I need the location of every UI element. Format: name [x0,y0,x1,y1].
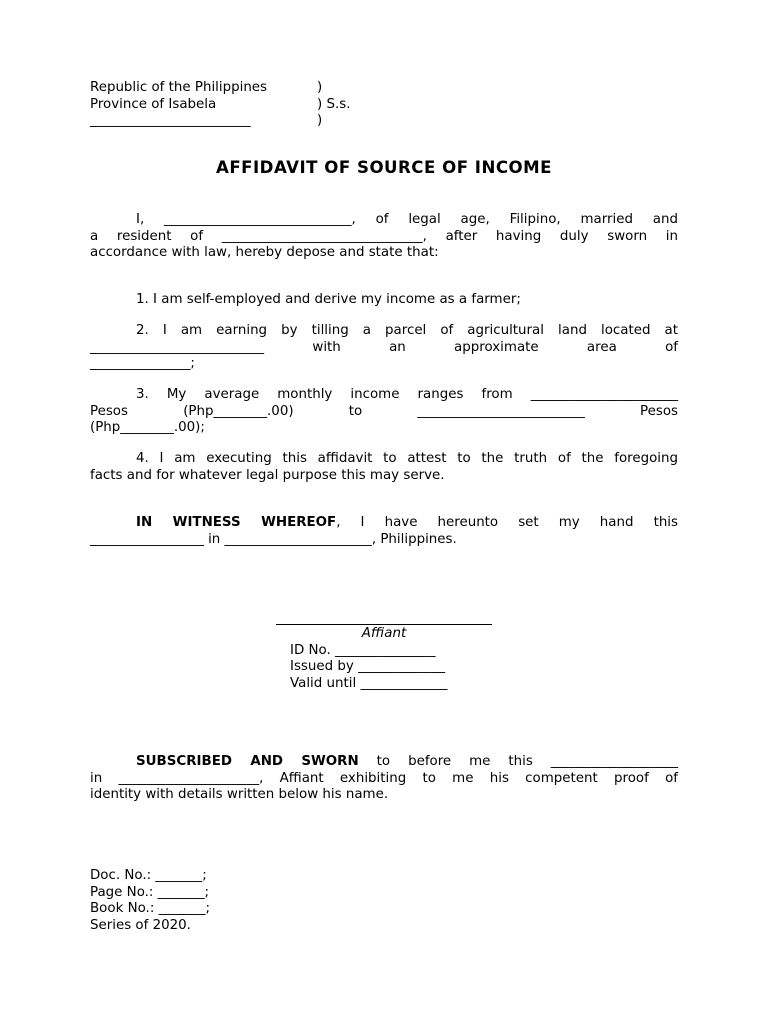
jurat-line-2: in _____________________, Affiant exhibiting to me his competent proof of [90,770,678,786]
intro-line-1: I, ____________________________, of legal age, Filipino, married and [136,212,678,227]
witness-line-1: , I have hereunto set my hand this [336,515,678,530]
notarial-register [90,868,210,934]
jurat-line-1: to before me this ___________________ [358,754,678,769]
item-1-text: 1. I am self-employed and derive my income as a farmer; [136,292,521,307]
item-2-line-3: _______________; [90,356,195,371]
page-no: Page No.: _______; [90,884,210,900]
venue-paren-1: ) [317,80,323,95]
affiant-label: Affiant [361,626,407,641]
book-no: Book No.: _______; [90,901,210,916]
doc-no: Doc. No.: _______; [90,868,207,883]
venue-blank: ________________________ [90,113,251,128]
item-2-line-2: __________________________ with an approximate area of [90,339,678,355]
item-3-line-1: 3. My average monthly income ranges from ______________________ [136,387,678,402]
item-4 [90,451,678,484]
affiant-issued-by: Issued by _____________ [290,659,446,674]
item-3 [90,387,678,437]
affiant-signature-block [276,624,492,692]
affiant-valid-until: Valid until _____________ [290,675,448,691]
jurat-heading: SUBSCRIBED AND SWORN [136,754,359,769]
item-3-line-2: Pesos (Php________.00) to _________________________ Pesos [90,403,678,419]
affiant-id-no: ID No. _______________ [290,642,436,658]
item-1 [90,292,678,309]
item-2-line-1: 2. I am earning by tilling a parcel of agricultural land located at [136,323,678,338]
venue-paren-3: ) [317,113,323,128]
venue-caption [90,80,390,130]
witness-heading: IN WITNESS WHEREOF [136,515,337,530]
series: Series of 2020. [90,917,191,933]
document-title: AFFIDAVIT OF SOURCE OF INCOME [215,158,553,177]
item-4-line-1: 4. I am executing this affidavit to attest to the truth of the foregoing [136,451,678,466]
intro-line-3: accordance with law, hereby depose and state that: [90,245,439,260]
signature-line [276,624,492,625]
venue-paren-2: ) S.s. [317,96,351,112]
item-2 [90,323,678,373]
item-3-line-3: (Php________.00); [90,420,205,435]
venue-province: Province of Isabela [90,96,217,112]
item-4-line-2: facts and for whatever legal purpose this may serve. [90,467,445,483]
witness-line-2: _________________ in ______________________, Philippines. [90,531,457,547]
witness-paragraph [90,515,678,548]
intro-paragraph [90,212,678,262]
venue-republic: Republic of the Philippines [90,80,268,95]
intro-line-2: a resident of ______________________________, after having duly sworn in [90,228,678,244]
jurat-paragraph [90,754,678,804]
jurat-line-3: identity with details written below his name. [90,787,389,802]
